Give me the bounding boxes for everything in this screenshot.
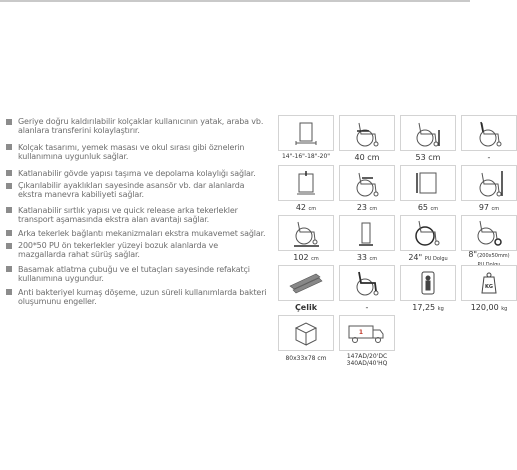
- bullet-square-icon: [6, 289, 12, 295]
- bullet-square-icon: [6, 144, 12, 150]
- feature-text: 200*50 PU ön tekerlekler yüzeyi bozuk alanlarda ve mazgallarda rahat sürüş sağlar.: [18, 241, 218, 260]
- bullet-square-icon: [6, 183, 12, 189]
- spec-cell-b: [339, 165, 395, 201]
- bullet-square-icon: [6, 243, 12, 249]
- feature-item: [6, 143, 268, 162]
- bullet-square-icon: [6, 207, 12, 213]
- max-load-value: 120,00 kg: [470, 303, 508, 312]
- front-wheel-value: 8"(200x50mm): [468, 250, 510, 259]
- container-value: 147AD/20'DC 340AD/40'HQ: [346, 353, 388, 367]
- wheelchair-backrest-icon: [469, 118, 509, 148]
- feature-item: [6, 229, 268, 238]
- feature-text: Katlanabilir gövde yapısı taşıma ve depolama kolaylığı sağlar.: [18, 168, 256, 178]
- weight-value: 17,25 kg: [412, 303, 444, 312]
- spec-cell-frame: [339, 265, 395, 301]
- person-weight-icon: [408, 268, 448, 298]
- steel-tubes-icon: [286, 270, 326, 296]
- spec-cell-front-wheel: [461, 215, 517, 251]
- feature-item: [6, 181, 268, 200]
- spec-length-value: 102 cm: [293, 253, 319, 262]
- feature-text: Katlanabilir sırtlık yapısı ve quick release arka tekerlekler transport aşamasında ekstra alan avantajı sağlar.: [18, 205, 238, 225]
- feature-text: Anti bakteriyel kumaş döşeme, uzun süreli kullanımlarda bakteri oluşumunu engeller.: [18, 287, 267, 307]
- spec-cell-weight: [400, 265, 456, 301]
- feature-item: [6, 265, 268, 284]
- spec-cell-container: [339, 315, 395, 351]
- bullet-square-icon: [6, 119, 12, 125]
- feature-text: Basamak atlatma çubuğu ve el tutaçları sayesinde refakatçi kullanımına uygundur.: [18, 264, 250, 284]
- wheelchair-front-icon: [286, 168, 326, 198]
- seat-height-value: 53 cm: [415, 153, 441, 162]
- spec-b-value: 23 cm: [356, 203, 378, 212]
- spec-cell-c: [400, 165, 456, 201]
- wheelchair-seat-depth-icon: [347, 118, 387, 148]
- spec-folded-value: 33 cm: [356, 253, 378, 262]
- spec-cell-length: [278, 215, 334, 251]
- top-divider: [0, 0, 470, 2]
- rear-wheel-value: 24" PU Dolgu: [408, 253, 448, 262]
- spec-cell-material: [278, 265, 334, 301]
- bullet-square-icon: [6, 170, 12, 176]
- rear-wheel-icon: [408, 218, 448, 248]
- feature-item: [6, 117, 268, 136]
- kg-badge: KG: [485, 284, 493, 290]
- spec-cell-folded: [339, 215, 395, 251]
- spec-cell-seat-height: [400, 115, 456, 151]
- wheelchair-armrest-icon: [347, 168, 387, 198]
- seat-depth-value: 40 cm: [354, 153, 380, 162]
- spec-d-value: 97 cm: [478, 203, 500, 212]
- backrest-value: -: [487, 153, 491, 162]
- seat-width-value: 14"-16"-18"-20": [281, 153, 331, 160]
- material-value: Çelik: [294, 303, 318, 312]
- feature-item: [6, 241, 268, 260]
- spec-cell-seat-width: [278, 115, 334, 151]
- feature-item: [6, 206, 268, 225]
- spec-cell-max-load: [461, 265, 517, 301]
- spec-cell-box: [278, 315, 334, 351]
- bullet-square-icon: [6, 230, 12, 236]
- spec-a-value: 42 cm: [295, 203, 317, 212]
- spec-cell-backrest: [461, 115, 517, 151]
- wheelchair-folded-icon: [347, 218, 387, 248]
- container-number-icon: 1: [358, 329, 364, 336]
- wheelchair-total-height-icon: [469, 168, 509, 198]
- box-size-value: 80x33x78 cm: [285, 355, 327, 362]
- spec-cell-a: [278, 165, 334, 201]
- feature-text: Geriye doğru kaldırılabilir kolçaklar kullanıcının yatak, araba vb. alanlara transferini kolaylaştırır.: [18, 117, 264, 136]
- seat-width-icon: [286, 119, 326, 147]
- spec-cell-d: [461, 165, 517, 201]
- wheelchair-seat-height-icon: [408, 118, 448, 148]
- feature-text: Çıkarılabilir ayaklıkları sayesinde asansör vb. dar alanlarda ekstra manevra kabiliyeti sağlar.: [18, 181, 245, 200]
- spec-cell-seat-depth: [339, 115, 395, 151]
- bullet-square-icon: [6, 266, 12, 272]
- wheelchair-length-icon: [286, 218, 326, 248]
- front-wheel-icon: [469, 218, 509, 248]
- feature-text: Kolçak tasarımı, yemek masası ve okul sırası gibi öznelerin kullanımına uygunluk sağlar.: [18, 142, 245, 162]
- wheelchair-frame-icon: [347, 268, 387, 298]
- wheelchair-width-icon: [408, 168, 448, 198]
- container-truck-icon: [345, 318, 389, 348]
- feature-item: [6, 288, 268, 307]
- feature-list: [6, 117, 268, 307]
- spec-c-value: 65 cm: [417, 203, 439, 212]
- max-load-kg-icon: [469, 268, 509, 298]
- spec-cell-rear-wheel: [400, 215, 456, 251]
- frame-value: -: [365, 303, 369, 312]
- box-package-icon: [286, 318, 326, 348]
- feature-item: [6, 169, 268, 178]
- feature-text: Arka tekerlek bağlantı mekanizmaları ekstra mukavemet sağlar.: [18, 228, 266, 238]
